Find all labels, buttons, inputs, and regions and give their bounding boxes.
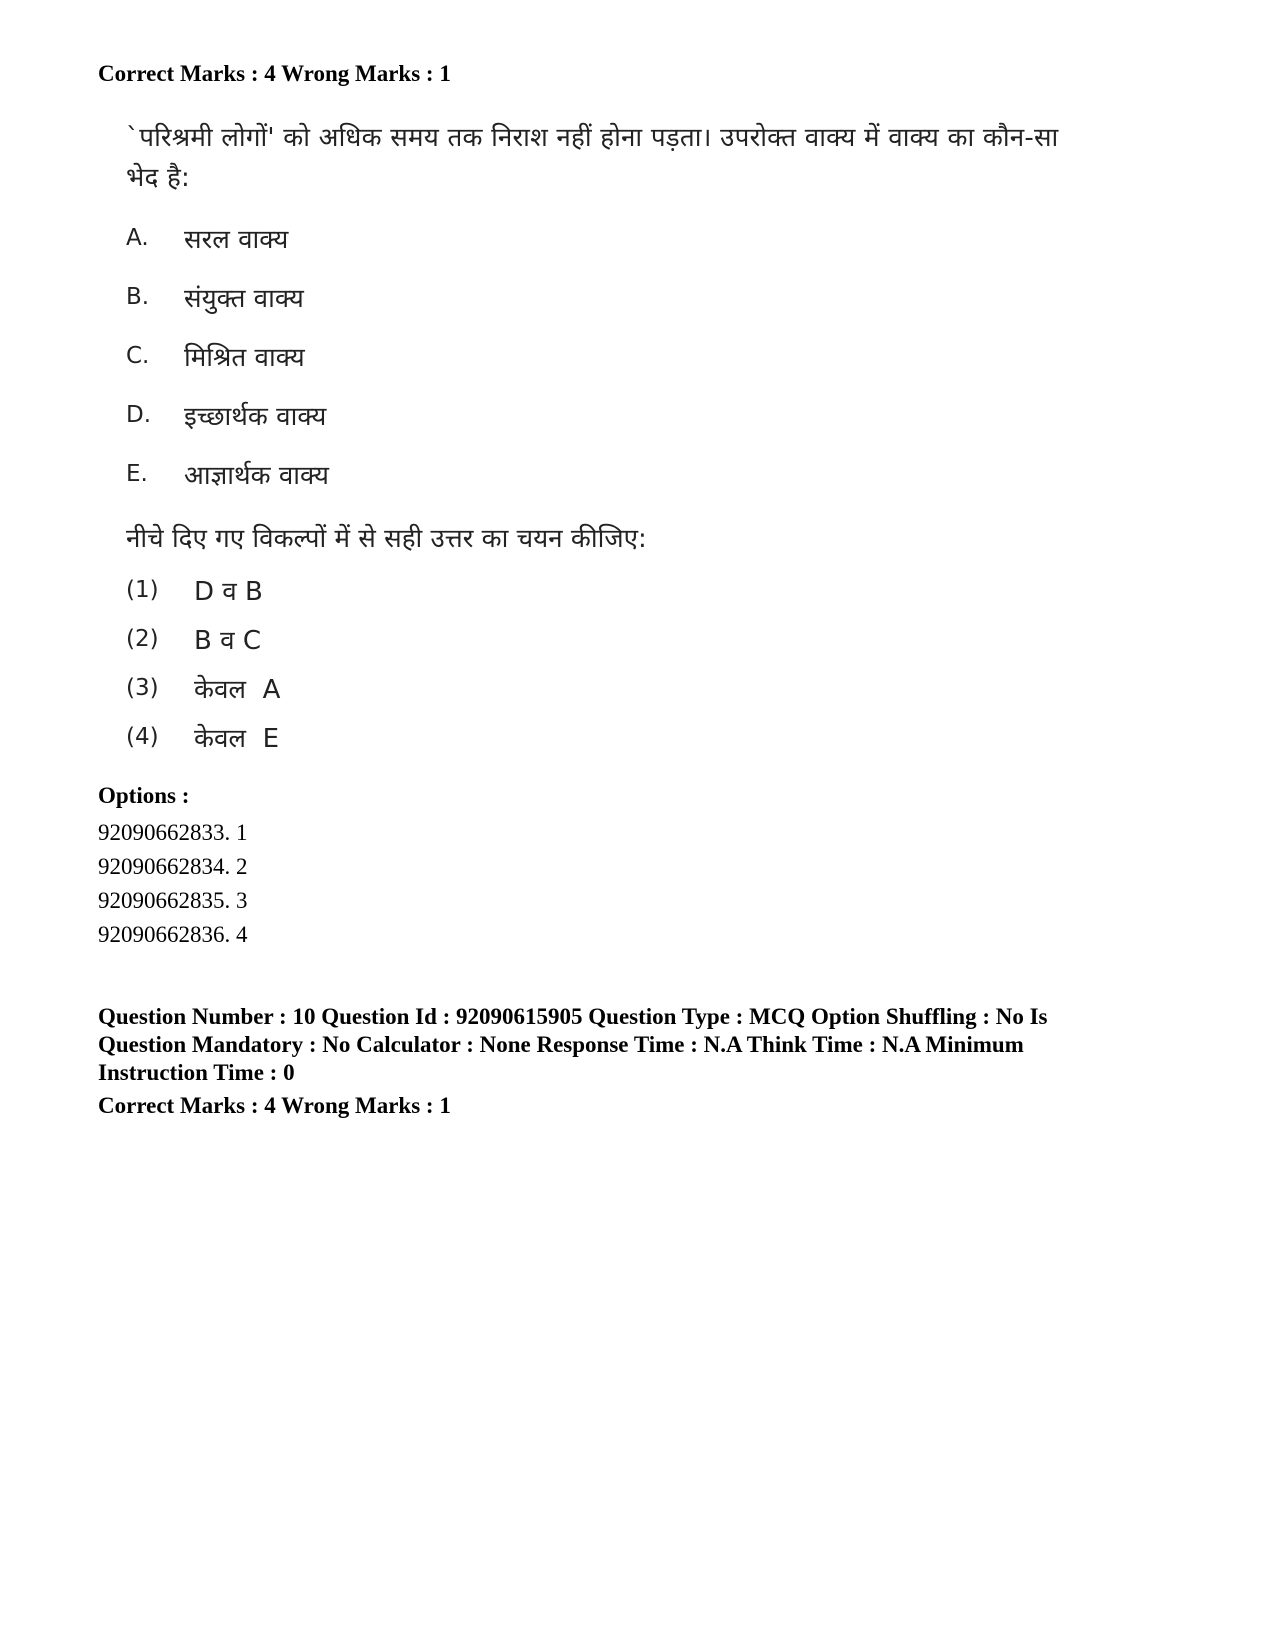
- statement-text: सरल वाक्य: [184, 224, 289, 255]
- question-stem: [126, 118, 1126, 198]
- statement-item: [126, 208, 1126, 267]
- choice-number: (3): [126, 674, 159, 701]
- question-body: [126, 118, 1126, 761]
- choice-text: केवल E: [194, 723, 280, 754]
- statement-text: मिश्रित वाक्य: [184, 342, 305, 373]
- statement-list: [126, 208, 1126, 503]
- question-stem-line1: `परिश्रमी लोगों' को अधिक समय तक निराश नहीं होना पड़ता। उपरोक्त वाक्य में वाक्य का कौन-सा: [126, 123, 1059, 153]
- question-stem-line2: भेद है:: [126, 163, 190, 193]
- choice-item: [126, 663, 1126, 712]
- choice-list: [126, 565, 1126, 761]
- next-question-metadata: [98, 1003, 1198, 1087]
- choice-item: [126, 614, 1126, 663]
- choice-text: केवल A: [194, 674, 281, 705]
- statement-letter: D.: [126, 401, 152, 428]
- option-row: 92090662834. 2: [98, 854, 248, 879]
- choice-number: (4): [126, 723, 159, 750]
- options-section: [98, 782, 248, 952]
- statement-letter: A.: [126, 224, 149, 251]
- option-row: 92090662835. 3: [98, 888, 248, 913]
- statement-item: [126, 326, 1126, 385]
- statement-item: [126, 444, 1126, 503]
- metadata-line: Instruction Time : 0: [98, 1060, 295, 1085]
- statement-item: [126, 267, 1126, 326]
- statement-letter: E.: [126, 460, 148, 487]
- option-row: 92090662833. 1: [98, 820, 248, 845]
- choice-number: (2): [126, 625, 159, 652]
- statement-text: संयुक्त वाक्य: [184, 283, 304, 314]
- choice-item: [126, 565, 1126, 614]
- metadata-line: Question Number : 10 Question Id : 92090615905 Question Type : MCQ Option Shuffling : No Is: [98, 1004, 1048, 1029]
- statement-letter: C.: [126, 342, 150, 369]
- options-heading: Options :: [98, 783, 190, 808]
- option-row: 92090662836. 4: [98, 922, 248, 947]
- statement-item: [126, 385, 1126, 444]
- choice-item: [126, 712, 1126, 761]
- choice-number: (1): [126, 576, 159, 603]
- answer-instruction: नीचे दिए गए विकल्पों में से सही उत्तर का चयन कीजिए:: [126, 524, 647, 554]
- choice-text: B व C: [194, 625, 261, 656]
- statement-text: आज्ञार्थक वाक्य: [184, 460, 329, 491]
- choice-text: D व B: [194, 576, 263, 607]
- metadata-line: Question Mandatory : No Calculator : None Response Time : N.A Think Time : N.A Minimum: [98, 1032, 1024, 1057]
- statement-letter: B.: [126, 283, 150, 310]
- statement-text: इच्छार्थक वाक्य: [184, 401, 327, 432]
- previous-question-marks: Correct Marks : 4 Wrong Marks : 1: [98, 61, 451, 86]
- next-question-marks: Correct Marks : 4 Wrong Marks : 1: [98, 1093, 451, 1118]
